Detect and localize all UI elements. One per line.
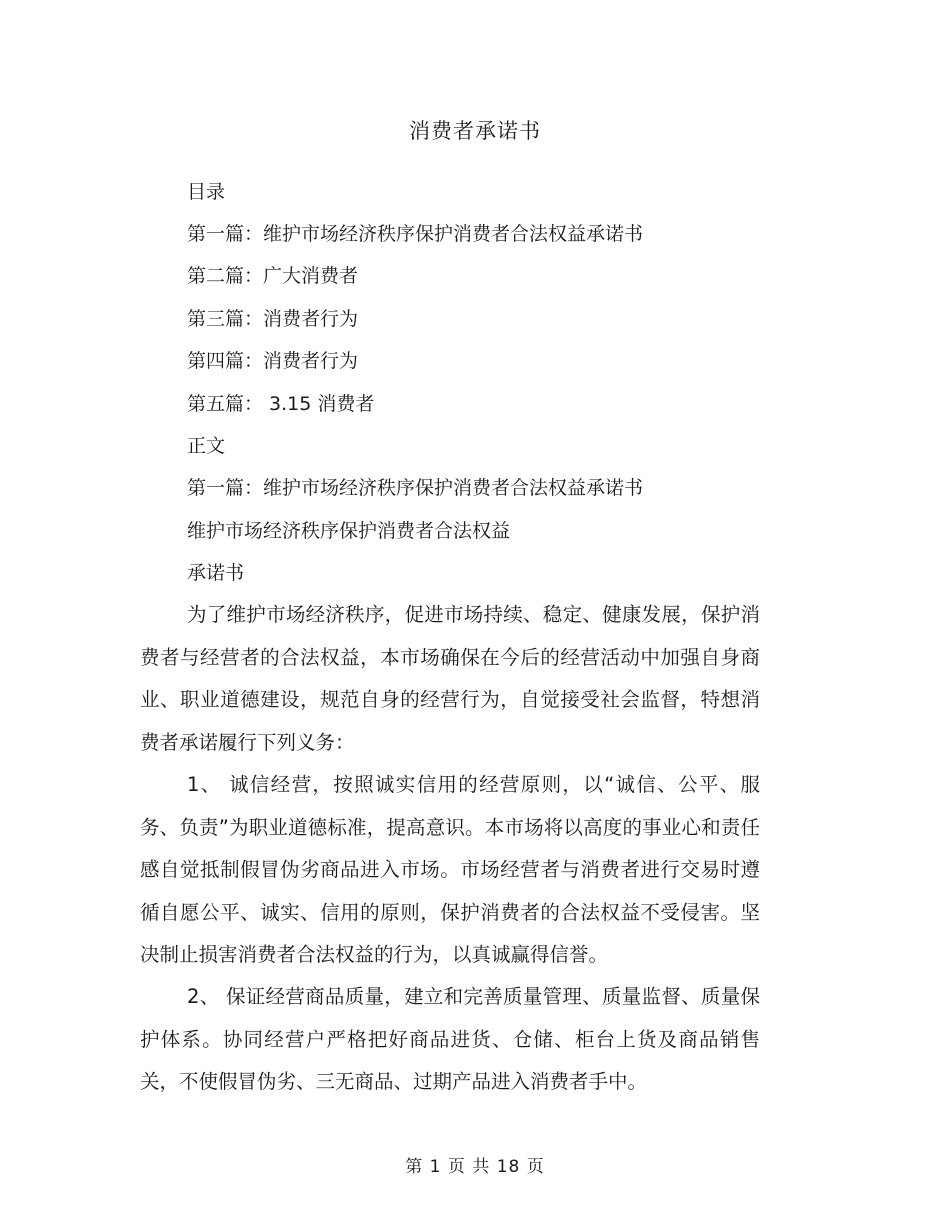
toc-item-1: 第一篇：维护市场经济秩序保护消费者合法权益承诺书 <box>187 223 644 245</box>
paragraph-item-2: 2、 保证经营商品质量，建立和完善质量管理、质量监督、质量保护体系。协同经营户严格把好商品进货、仓储、柜台上货及商品销售关，不使假冒伪劣、三无商品、过期产品进入消费者手中。 <box>140 985 760 1093</box>
document-title: 消费者承诺书 <box>409 119 541 143</box>
toc-heading: 目录 <box>187 181 226 203</box>
toc-item-4: 第四篇：消费者行为 <box>187 350 359 372</box>
toc-item-5: 第五篇： 3.15 消费者 <box>187 393 375 415</box>
section-subtitle: 维护市场经济秩序保护消费者合法权益 <box>187 520 511 542</box>
section-title: 第一篇：维护市场经济秩序保护消费者合法权益承诺书 <box>187 477 644 499</box>
body-heading: 正文 <box>187 435 226 457</box>
toc-item-3: 第三篇：消费者行为 <box>187 308 359 330</box>
paragraph-item-1: 1、 诚信经营，按照诚实信用的经营原则，以“诚信、公平、服务、负责”为职业道德标准，提高意识。本市场将以高度的事业心和责任感自觉抵制假冒伪劣商品进入市场。市场经营者与消费者进行交易时遵循自愿公平、诚实、信用的原则，保护消费者的合法权益不受侵害。坚决制止损害消费者合法权益的行为，以真诚赢得信誉。 <box>140 773 760 966</box>
toc-item-2: 第二篇：广大消费者 <box>187 265 359 287</box>
section-subtitle-commitment: 承诺书 <box>187 562 245 584</box>
paragraph-intro: 为了维护市场经济秩序，促进市场持续、稳定、健康发展，保护消费者与经营者的合法权益，本市场确保在今后的经营活动中加强自身商业、职业道德建设，规范自身的经营行为，自觉接受社会监督，特想消费者承诺履行下列义务： <box>140 603 760 754</box>
page-number-footer: 第 1 页 共 18 页 <box>405 1157 545 1177</box>
